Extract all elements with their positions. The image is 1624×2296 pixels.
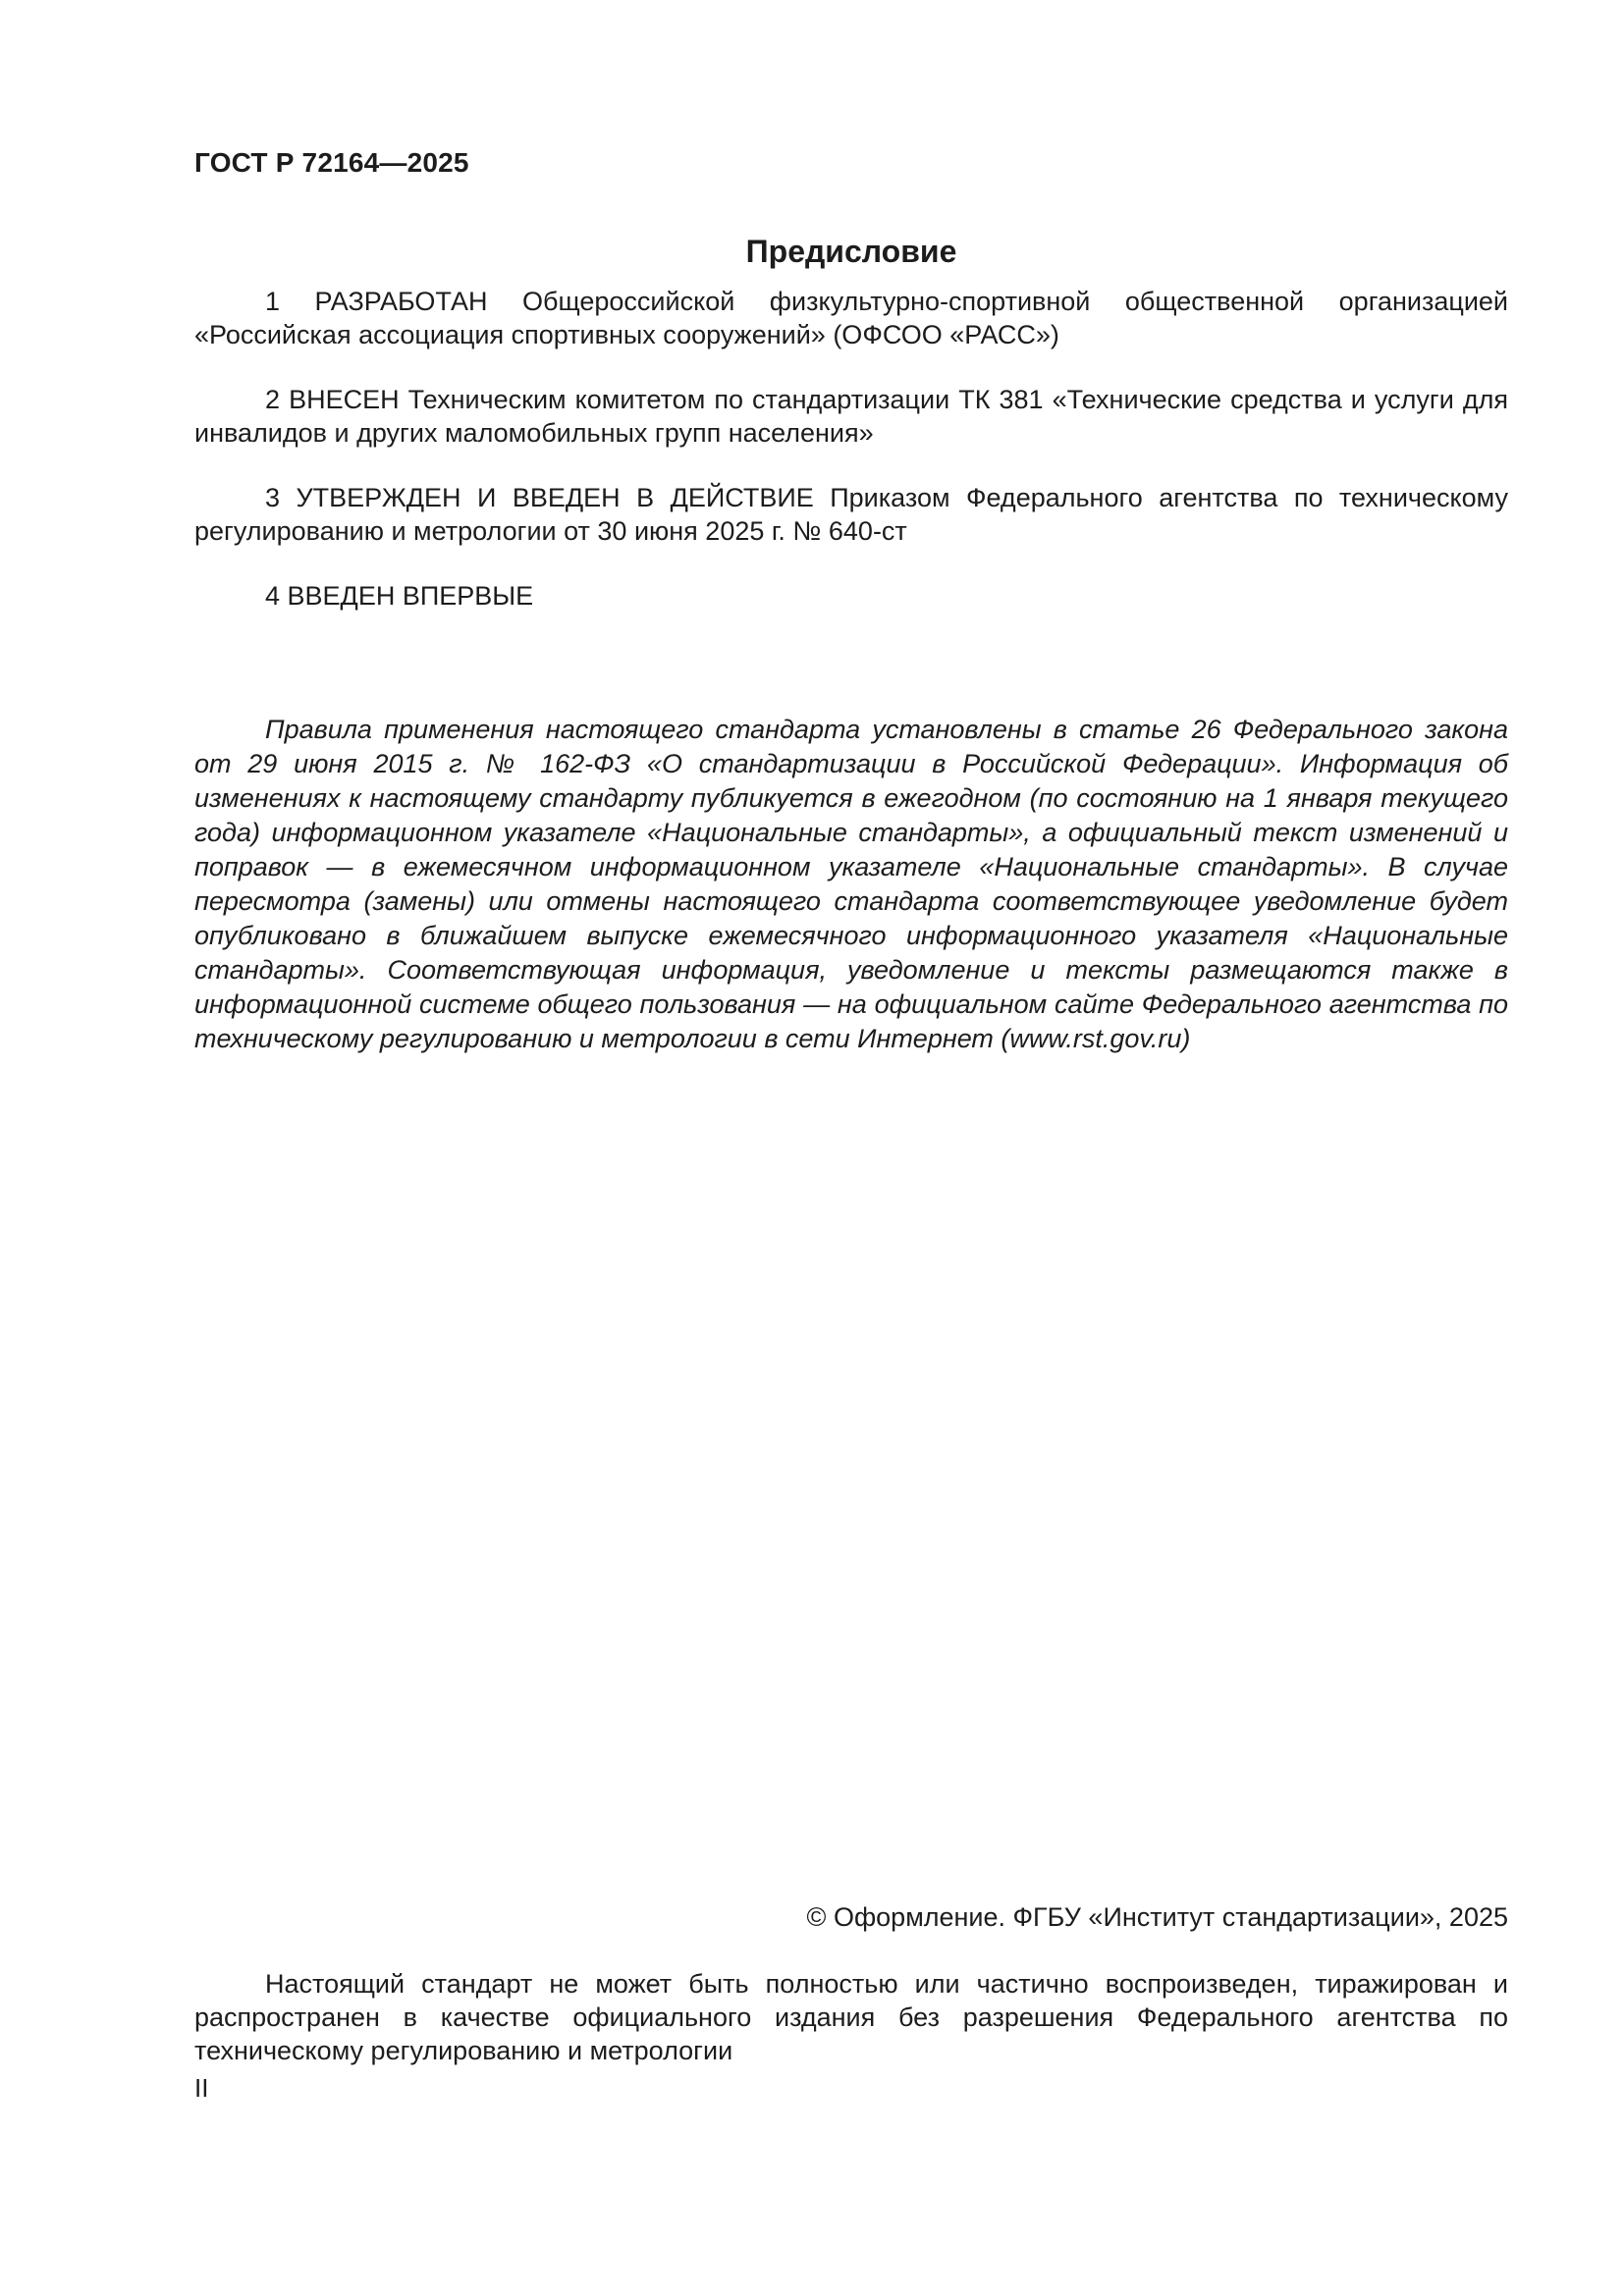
document-designation: ГОСТ Р 72164—2025 [194, 147, 469, 178]
copyright-line: © Оформление. ФГБУ «Институт стандартизации», 2025 [806, 1902, 1508, 1932]
page-number: II [194, 2073, 209, 2103]
foreword-item-1: 1 РАЗРАБОТАН Общероссийской физкультурно-спортивной общественной организацией «Российская ассоциация спортивных сооружений» (ОФСОО «РАСС») [194, 287, 1508, 349]
foreword-item-4: 4 ВВЕДЕН ВПЕРВЫЕ [265, 581, 534, 611]
legal-notice: Правила применения настоящего стандарта установлены в статье 26 Федерального закона от 29 июня 2015 г. № 162-ФЗ «О стандартизации в Российской Федерации». Информация об изменениях к настоящему стандарту публикуется в ежегодном (по состоянию на 1 января текущего года) информационном указателе «Национальные стандарты», а официальный текст изменений и поправок — в ежемесячном информационном указателе «Национальные стандарты». В случае пересмотра (замены) или отмены настоящего стандарта соответствующее уведомление будет опубликовано в ближайшем выпуске ежемесячного информационного указателя «Национальные стандарты». Соответствующая информация, уведомление и тексты размещаются также в информационной системе общего пользования — на официальном сайте Федерального агентства по техническому регулированию и метрологии в сети Интернет (www.rst.gov.ru) [194, 715, 1508, 1053]
page-title: Предисловие [745, 234, 957, 269]
foreword-items [194, 285, 1508, 644]
foreword-item-3: 3 УТВЕРЖДЕН И ВВЕДЕН В ДЕЙСТВИЕ Приказом Федерального агентства по техническому регулированию и метрологии от 30 июня 2025 г. № 640-ст [194, 483, 1508, 546]
foreword-item-2: 2 ВНЕСЕН Техническим комитетом по стандартизации ТК 381 «Технические средства и услуги для инвалидов и других маломобильных групп населения» [194, 385, 1508, 448]
reproduction-restriction: Настоящий стандарт не может быть полностью или частично воспроизведен, тиражирован и распространен в качестве официального издания без разрешения Федерального агентства по техническому регулированию и метрологии [194, 1969, 1508, 2065]
